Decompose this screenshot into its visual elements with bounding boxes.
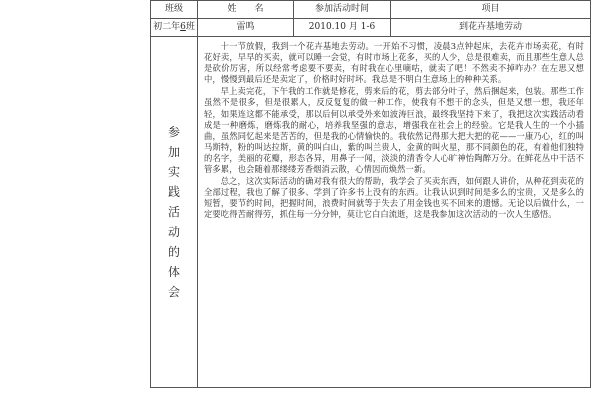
reflection-content — [198, 37, 591, 388]
student-name: 雷鸣 — [198, 19, 294, 37]
info-row — [151, 19, 591, 37]
side-char: 体 — [167, 265, 180, 279]
activity-form-table — [150, 0, 591, 388]
content-row — [151, 37, 591, 388]
side-char: 活 — [167, 205, 180, 219]
side-label — [151, 37, 198, 388]
class-prefix: 初二年 — [153, 22, 181, 32]
side-char: 加 — [167, 145, 180, 159]
side-char: 实 — [167, 165, 180, 179]
project-name: 到花卉基地劳动 — [391, 19, 591, 37]
header-project: 项目 — [391, 1, 591, 19]
header-name: 姓 名 — [198, 1, 294, 19]
class-suffix: 班 — [185, 22, 195, 32]
side-char: 践 — [167, 185, 180, 199]
header-class: 班级 — [151, 1, 198, 19]
side-char: 的 — [167, 245, 180, 259]
side-char: 参 — [167, 125, 180, 139]
activity-date: 2010.10 月 1-6 — [294, 19, 391, 37]
paragraph-body: 早上卖完花，下午我的工作就是修花，剪来后的花，剪去部分叶子，然后捆起来，包装。那些工作虽然不是很多，但是很累人，反反复复的做一种工作，使我有不想干的念头，但是又想一想，我还年轻，如果连这都不能承受，那以后何以承受外来如波涛巨浪，最终我坚持下来了，我把这次实践活动看成是一种磨炼，磨炼我的耐心，培养我坚强的意志，增强我在社会上的经验。它是我人生的一个小插曲，虽然同忆起来是苦苦的，但是我的心情愉快的。我依然记得那大把大把的花——一康乃心，红的叫马斯特，粉的叫达拉斯，黄的叫白山，紫的叫兰贵人，金黄的叫火星，那不同颜色的花，有着他们独特的名字，美丽的花瓣，形态各异，用鼻子一闻，淡淡的清香令人心旷神怡陶醉万分。在鲜花丛中干活不管多累，也会随着那缕缕芳香烟消云散，心情因而焕然一新。 — [204, 86, 584, 175]
paragraph-intro: 十一节放假，我到一个花卉基地去劳动。一开始不习惯，凌晨3点钟起床，去花卉市场卖花，有时花好卖，早早的买卖，就可以睡一会觉，有时市场上花多，买的人少，总是很难卖，而且那些生意人总是砍价厉害，所以经常考虑要不要卖，有时我在心里嘀咕，就卖了吧！不然卖不掉咋办？在左思又想中，慢慢到最后还是卖定了，价格时好时坏。我总是不明白生意场上的种种关系。 — [204, 41, 584, 85]
header-row — [151, 1, 591, 19]
class-cell — [151, 19, 198, 37]
side-char: 会 — [167, 285, 180, 299]
side-char: 动 — [167, 225, 180, 239]
class-number: 6 — [180, 22, 186, 32]
paragraph-summary: 总之，这次实际活动的确对我有很大的帮助，我学会了买卖东西，如何跟人讲价，从种花到卖花的全部过程，我也了解了很多、学到了许多书上没有的东西。让我认识到时间是多么的宝贵，又是多么的短暂，要节约时间，把握时间，浪费时间就等于失去了用金钱也买不回来的遗憾。无论以后做什么，一定要吃得苦耐得劳，抓住每一分分钟，莫让它白白流逝，这是我参加这次活动的一次人生感悟。 — [204, 176, 584, 220]
header-time: 参加活动时间 — [294, 1, 391, 19]
